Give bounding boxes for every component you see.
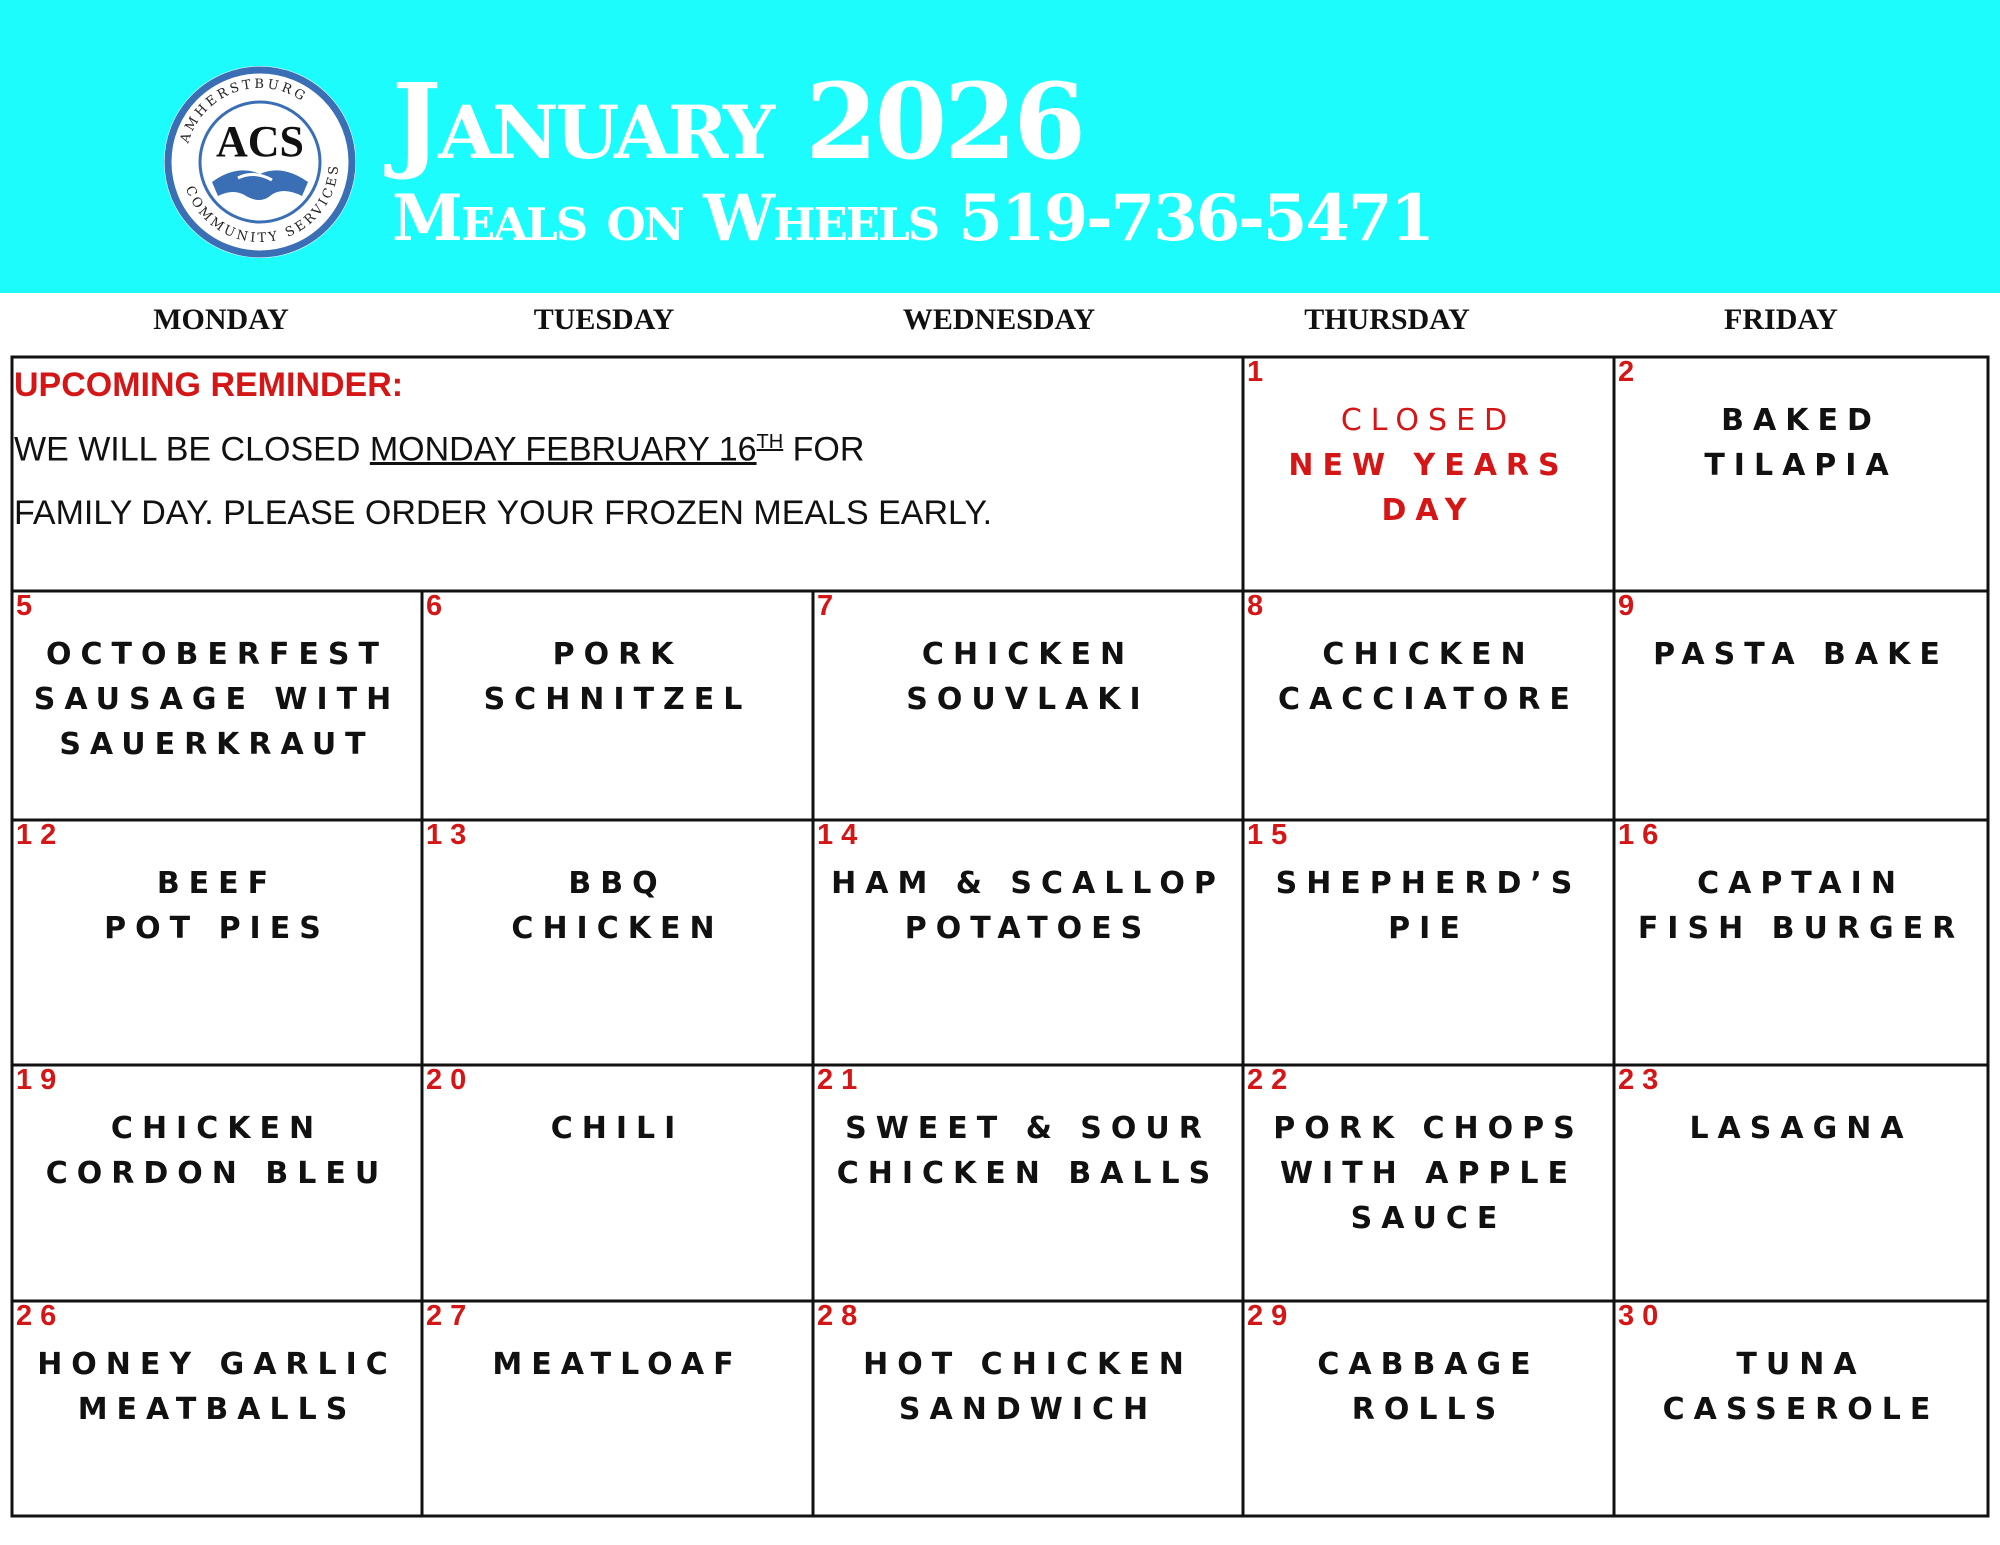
day-cell-16 <box>1616 819 1986 1063</box>
day-cell-5 <box>14 590 420 818</box>
meal-name: LASAGNA <box>1689 1111 1913 1146</box>
page-subtitle: Meals on Wheels 519-736-5471 <box>392 181 1433 256</box>
reminder-date: MONDAY FEBRUARY 16 <box>369 430 757 469</box>
reminder-date-suffix: TH <box>756 431 784 453</box>
weekday-friday: FRIDAY <box>1724 303 1838 336</box>
weekday-thursday: THURSDAY <box>1304 303 1470 336</box>
meal-name: HAM & SCALLOP POTATOES <box>831 866 1225 946</box>
weekday-tuesday: TUESDAY <box>533 303 675 336</box>
meal-name: SWEET & SOUR CHICKEN BALLS <box>836 1111 1220 1191</box>
day-number: 12 <box>16 819 65 851</box>
logo-acronym: ACS <box>215 117 305 166</box>
day-cell-14 <box>815 819 1241 1063</box>
day-number: 23 <box>1618 1064 1667 1096</box>
day-cell-20 <box>424 1064 811 1299</box>
reminder-text: FOR <box>783 430 865 469</box>
weekday-monday: MONDAY <box>153 303 289 336</box>
day-cell-1 <box>1245 356 1612 589</box>
reminder-text: FAMILY DAY. PLEASE ORDER YOUR FROZEN MEALS EARLY. <box>14 494 993 533</box>
meal-name: HONEY GARLIC MEATBALLS <box>37 1347 397 1427</box>
day-number: 6 <box>426 590 451 622</box>
svg-text:COMMUNITY SERVICES: COMMUNITY SERVICES <box>181 162 343 247</box>
day-cell-15 <box>1245 819 1612 1063</box>
weekday-wednesday: WEDNESDAY <box>902 303 1096 336</box>
day-cell-27 <box>424 1300 811 1514</box>
day-number: 20 <box>426 1064 475 1096</box>
day-number: 27 <box>426 1300 475 1332</box>
day-number: 13 <box>426 819 475 851</box>
meal-name: PASTA BAKE <box>1653 637 1949 672</box>
day-number: 15 <box>1247 819 1296 851</box>
meal-name: CABBAGE ROLLS <box>1317 1347 1540 1427</box>
day-cell-7 <box>815 590 1241 818</box>
reminder-title: UPCOMING REMINDER: <box>14 366 404 404</box>
day-number: 19 <box>16 1064 65 1096</box>
meal-name: CHILI <box>550 1111 685 1146</box>
day-cell-30 <box>1616 1300 1986 1514</box>
holiday-label: DAY <box>1381 493 1476 528</box>
meal-name: SHEPHERD’S PIE <box>1275 866 1582 946</box>
meal-name: TUNA CASSEROLE <box>1662 1347 1940 1427</box>
meal-name: CHICKEN CACCIATORE <box>1278 637 1579 717</box>
day-cell-28 <box>815 1300 1241 1514</box>
day-cell-13 <box>424 819 811 1063</box>
page-title: January 2026 <box>392 60 1083 183</box>
meal-name: BEEF POT PIES <box>104 866 330 946</box>
day-number: 9 <box>1618 590 1643 622</box>
day-number: 28 <box>817 1300 866 1332</box>
reminder-text: WE WILL BE CLOSED <box>14 430 370 469</box>
day-cell-8 <box>1245 590 1612 818</box>
meal-name: MEATLOAF <box>492 1347 743 1382</box>
day-cell-22 <box>1245 1064 1612 1299</box>
day-closed-notice <box>1245 398 1612 533</box>
meal-name: PORK CHOPS WITH APPLE SAUCE <box>1273 1111 1584 1236</box>
day-cell-9 <box>1616 590 1986 818</box>
day-number: 1 <box>1247 356 1272 388</box>
day-number: 5 <box>16 590 41 622</box>
day-cell-6 <box>424 590 811 818</box>
meal-name: PORK SCHNITZEL <box>483 637 752 717</box>
svg-text:AMHERSTBURG: AMHERSTBURG <box>177 76 310 145</box>
reminder-body <box>14 410 1234 545</box>
meal-name: HOT CHICKEN SANDWICH <box>863 1347 1193 1427</box>
day-number: 22 <box>1247 1064 1296 1096</box>
day-number: 21 <box>817 1064 866 1096</box>
day-number: 7 <box>817 590 842 622</box>
meal-name: CHICKEN CORDON BLEU <box>45 1111 389 1191</box>
meal-name: BAKED TILAPIA <box>1704 403 1898 483</box>
meal-name: OCTOBERFEST SAUSAGE WITH SAUERKRAUT <box>33 637 401 762</box>
upcoming-reminder <box>14 360 1234 545</box>
meal-name: CHICKEN SOUVLAKI <box>906 637 1150 717</box>
day-cell-12 <box>14 819 420 1063</box>
day-number: 16 <box>1618 819 1667 851</box>
day-cell-26 <box>14 1300 420 1514</box>
day-number: 29 <box>1247 1300 1296 1332</box>
day-number: 26 <box>16 1300 65 1332</box>
day-number: 8 <box>1247 590 1272 622</box>
day-number: 2 <box>1618 356 1643 388</box>
day-cell-21 <box>815 1064 1241 1299</box>
day-cell-19 <box>14 1064 420 1299</box>
day-cell-29 <box>1245 1300 1612 1514</box>
day-cell-2 <box>1616 356 1986 589</box>
closed-label: CLOSED <box>1340 403 1517 438</box>
day-number: 30 <box>1618 1300 1667 1332</box>
holiday-label: NEW YEARS <box>1288 448 1569 483</box>
meal-name: BBQ CHICKEN <box>511 866 724 946</box>
day-number: 14 <box>817 819 866 851</box>
meal-name: CAPTAIN FISH BURGER <box>1637 866 1965 946</box>
day-cell-23 <box>1616 1064 1986 1299</box>
